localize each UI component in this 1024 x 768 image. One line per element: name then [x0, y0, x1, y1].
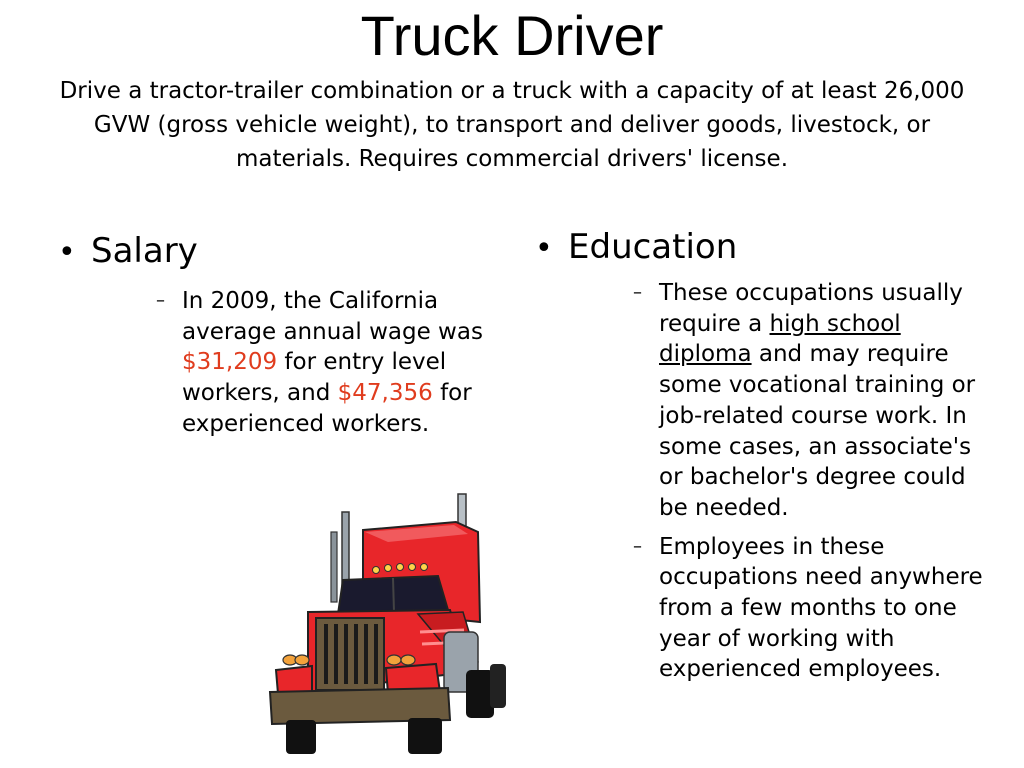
education-heading: Education [568, 227, 738, 267]
slide-subtitle: Drive a tractor-trailer combination or a truck with a capacity of at least 26,000 GVW (gross vehicle weight), to transport and deliver goods, livestock, or materials. Requires commercial drivers' license. [59, 78, 965, 172]
bullet-icon: • [58, 235, 76, 270]
education-item-1-post: and may require some vocational training or job-related course work. In some cases, an associate's or bachelor's degree could be needed. [659, 341, 976, 521]
slide-title: Truck Driver [360, 4, 664, 67]
education-item-1-text [659, 278, 985, 524]
education-item-1 [633, 278, 985, 524]
education-column [535, 224, 985, 685]
education-item-1-pre: These occupations usually require a [659, 280, 963, 337]
high-school-diploma-link[interactable]: high school diploma [659, 310, 901, 368]
semi-truck-icon [268, 492, 508, 760]
education-item-2-text: Employees in these occupations need anywhere from a few months to one year of working with experienced employees. [659, 533, 983, 683]
dash-icon: – [633, 282, 642, 303]
education-bullet [535, 224, 985, 272]
bullet-icon: • [535, 231, 553, 266]
entry-wage-amount: $31,209 [182, 349, 278, 376]
education-item-2 [633, 532, 985, 686]
salary-text-2: for entry level workers, and [182, 349, 447, 407]
salary-text-3: for experienced workers. [182, 380, 472, 437]
experienced-wage-amount: $47,356 [337, 380, 433, 407]
salary-text [182, 286, 498, 440]
salary-text-1: In 2009, the California average annual wage was [182, 288, 483, 345]
salary-column [58, 228, 498, 440]
dash-icon: – [156, 290, 165, 311]
dash-icon: – [633, 535, 642, 557]
salary-bullet [58, 228, 498, 276]
salary-detail [156, 286, 498, 440]
salary-heading: Salary [91, 231, 198, 271]
